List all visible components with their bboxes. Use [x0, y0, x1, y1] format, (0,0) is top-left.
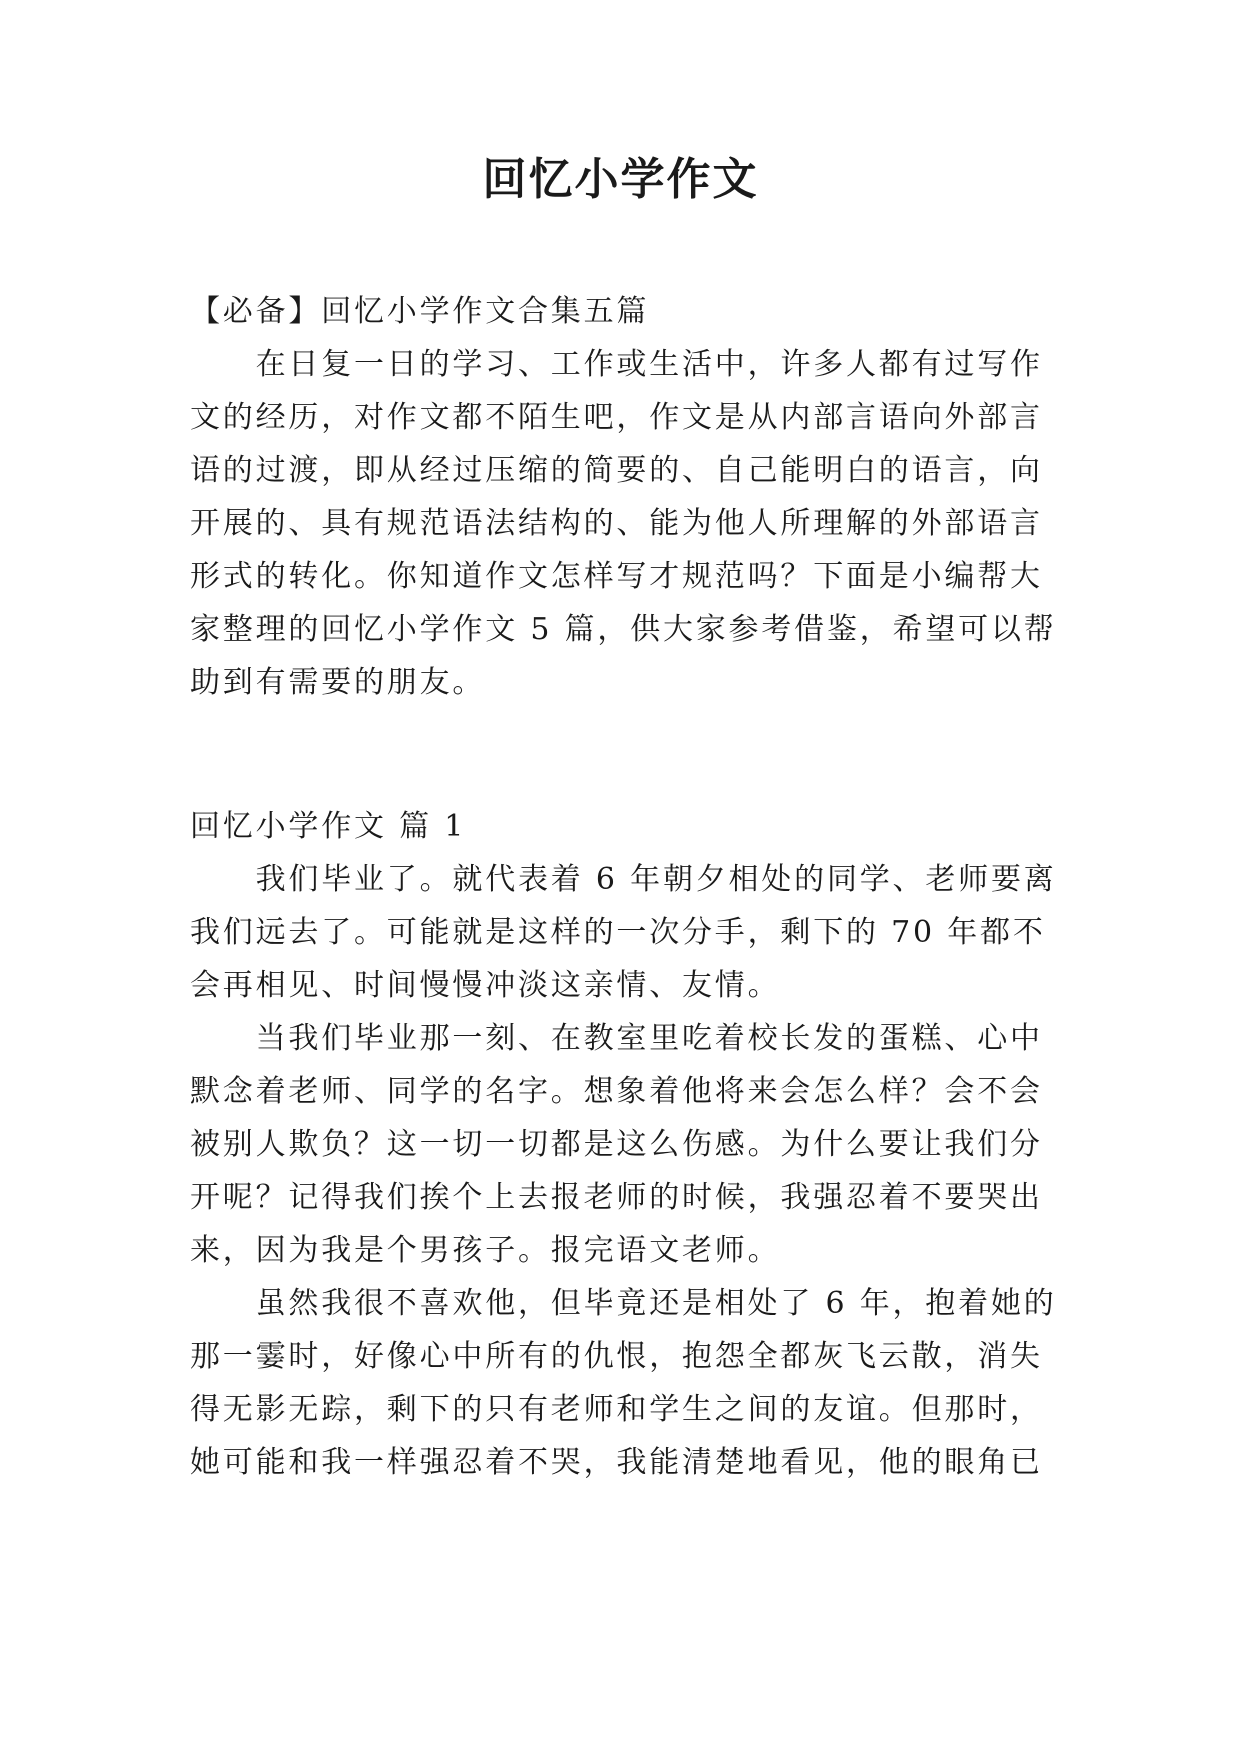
intro-line-2: 文的经历，对作文都不陌生吧，作文是从内部言语向外部言: [190, 400, 1043, 435]
intro-line-4: 开展的、具有规范语法结构的、能为他人所理解的外部语言: [190, 506, 1043, 541]
body-line-8: 来，因为我是个男孩子。报完语文老师。: [190, 1233, 781, 1268]
body-line-5: 默念着老师、同学的名字。想象着他将来会怎么样？会不会: [190, 1074, 1043, 1109]
body-line-9: 虽然我很不喜欢他，但毕竟还是相处了 6 年，抱着她的: [190, 1286, 1057, 1321]
body-line-6: 被别人欺负？这一切一切都是这么伤感。为什么要让我们分: [190, 1127, 1043, 1162]
body-line-10: 那一霎时，好像心中所有的仇恨，抱怨全都灰飞云散，消失: [190, 1339, 1043, 1374]
body-line-7: 开呢？记得我们挨个上去报老师的时候，我强忍着不要哭出: [190, 1180, 1043, 1215]
body-line-3: 会再相见、时间慢慢冲淡这亲情、友情。: [190, 968, 781, 1003]
body-line-11: 得无影无踪，剩下的只有老师和学生之间的友谊。但那时，: [190, 1392, 1043, 1427]
intro-line-5: 形式的转化。你知道作文怎样写才规范吗？下面是小编帮大: [190, 559, 1043, 594]
body-line-4: 当我们毕业那一刻、在教室里吃着校长发的蛋糕、心中: [190, 1021, 1043, 1056]
intro-line-3: 语的过渡，即从经过压缩的简要的、自己能明白的语言，向: [190, 453, 1043, 488]
body-line-2: 我们远去了。可能就是这样的一次分手，剩下的 70 年都不: [190, 915, 1046, 950]
intro-line-7: 助到有需要的朋友。: [190, 665, 486, 700]
body-line-12: 她可能和我一样强忍着不哭，我能清楚地看见，他的眼角已: [190, 1445, 1043, 1480]
intro-line-1: 在日复一日的学习、工作或生活中，许多人都有过写作: [190, 347, 1043, 382]
document-title: 回忆小学作文: [482, 154, 759, 205]
section-heading: 回忆小学作文 篇 1: [190, 809, 467, 844]
subtitle-line: 【必备】回忆小学作文合集五篇: [190, 294, 650, 329]
intro-line-6: 家整理的回忆小学作文 5 篇，供大家参考借鉴，希望可以帮: [190, 612, 1057, 647]
body-line-1: 我们毕业了。就代表着 6 年朝夕相处的同学、老师要离: [190, 862, 1057, 897]
